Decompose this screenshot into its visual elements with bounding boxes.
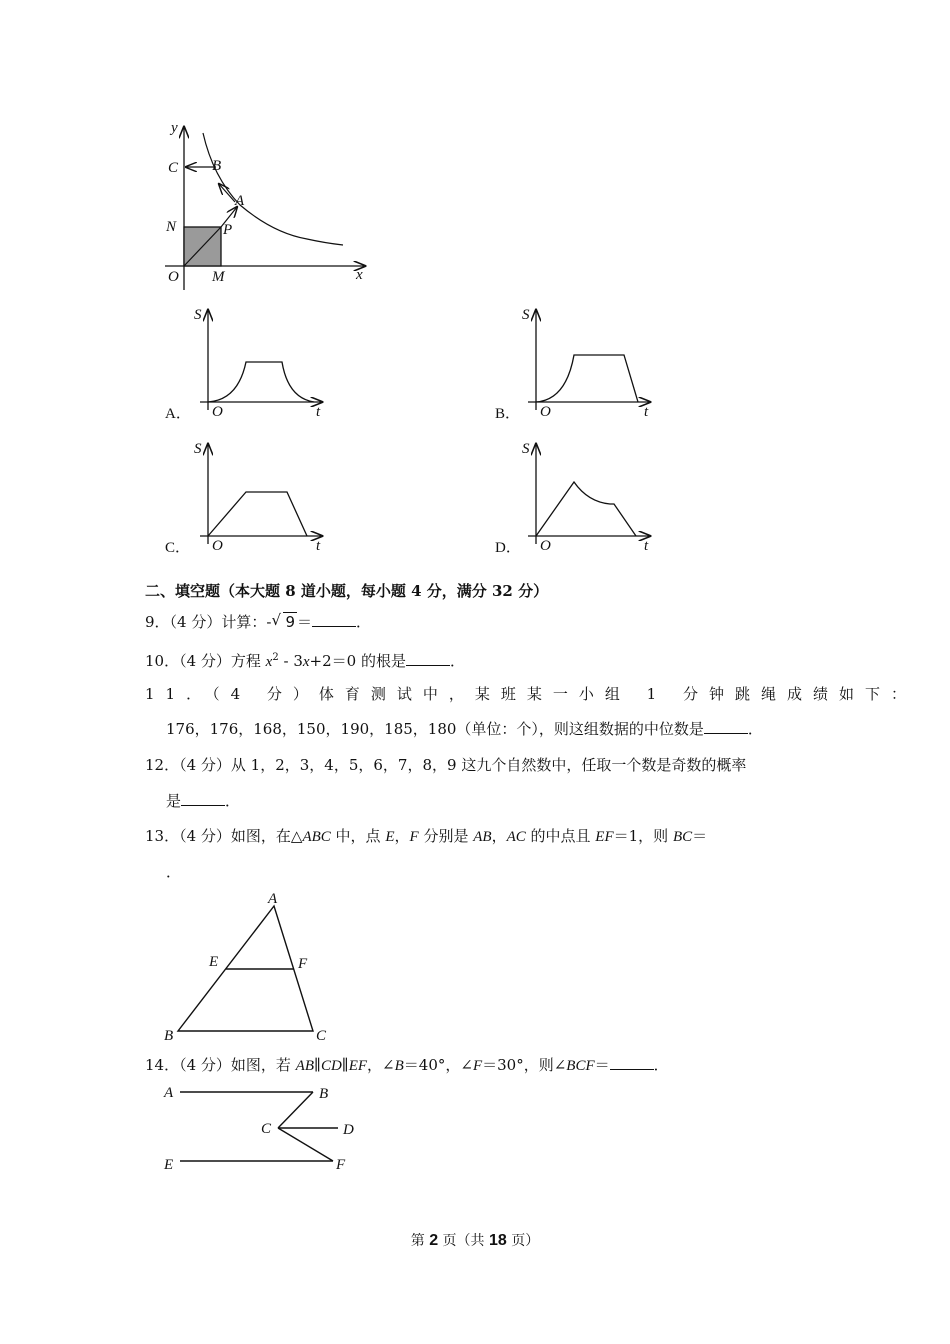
s-curve <box>536 355 638 402</box>
q14-text-4: ，∠ <box>367 1056 395 1074</box>
s-curve <box>208 492 307 536</box>
option-d-graph <box>518 434 658 559</box>
label-b: B <box>212 158 222 174</box>
q14-parallel-2: ∥ <box>341 1056 349 1074</box>
question-14 <box>145 1055 669 1076</box>
label-s: S <box>194 307 202 323</box>
total-page-count: 18 <box>489 1232 507 1249</box>
label-b: B <box>164 1028 174 1044</box>
q14-parallel-figure <box>158 1078 368 1178</box>
question-10 <box>145 648 465 672</box>
option-d-label: D． <box>495 540 521 556</box>
q13-triangle-name: ABC <box>302 829 331 845</box>
q14-end: ． <box>653 1056 669 1074</box>
q11-line2-text: 176，176，168，150，190，185，180（单位：个），则这组数据的中位数是 <box>166 720 704 738</box>
label-t: t <box>644 404 649 420</box>
q13-segment-ab: AB <box>473 829 492 845</box>
q14-line-ab: AB <box>295 1058 314 1074</box>
q14-parallel-1: ∥ <box>314 1056 321 1074</box>
q13-text-5: ， <box>491 827 507 845</box>
q12-end: ． <box>225 792 241 810</box>
answer-blank[interactable] <box>181 791 225 806</box>
option-a-label: A． <box>165 406 191 422</box>
s-curve <box>208 362 314 402</box>
label-o: O <box>540 538 551 554</box>
q13-point-e: E <box>385 829 395 845</box>
q13-text-7: ＝1，则 <box>613 827 673 845</box>
q14-angle-bcf: BCF <box>566 1058 595 1074</box>
sqrt-sign-icon: √ <box>271 611 281 629</box>
q13-segment-bc: BC <box>672 829 693 845</box>
q13-point-f: F <box>409 829 419 845</box>
q9-equals: ＝ <box>296 613 312 631</box>
q8-coordinate-figure <box>155 115 380 290</box>
answer-blank[interactable] <box>610 1055 654 1070</box>
label-s: S <box>194 441 202 457</box>
q12-line2-text: 是 <box>166 792 182 810</box>
q10-end: ． <box>449 652 465 670</box>
label-b: B <box>319 1086 329 1102</box>
q14-angle-b: B <box>394 1058 404 1074</box>
s-curve <box>536 482 636 536</box>
label-x: x <box>356 267 363 283</box>
label-o: O <box>540 404 551 420</box>
q14-line-cd: CD <box>320 1058 342 1074</box>
q14-text-6: ＝30°，则∠ <box>482 1056 567 1074</box>
label-y: y <box>171 120 178 136</box>
sqrt-expression <box>271 612 297 632</box>
option-b-label: B． <box>495 406 521 422</box>
q13-segment-ac: AC <box>506 829 526 845</box>
label-a: A <box>268 891 278 907</box>
q13-triangle-figure <box>158 888 338 1046</box>
label-t: t <box>316 404 321 420</box>
q10-var-x: x <box>265 654 273 670</box>
option-c-graph <box>190 434 330 559</box>
answer-blank[interactable] <box>406 651 450 666</box>
segment-bc <box>278 1092 313 1128</box>
question-12-line-2 <box>166 791 240 811</box>
question-13-line-2: ． <box>166 863 182 881</box>
label-c: C <box>316 1028 327 1044</box>
label-t: t <box>644 538 649 554</box>
q9-end: ． <box>356 613 372 631</box>
question-11-line-2 <box>166 719 763 739</box>
q9-radicand: 9 <box>285 613 295 631</box>
label-o: O <box>212 404 223 420</box>
option-c-label: C． <box>165 540 191 556</box>
q13-text-8: ＝ <box>692 827 708 845</box>
question-9 <box>145 612 371 632</box>
q13-text-2: 中，点 <box>330 827 386 845</box>
q14-text-7: ＝ <box>594 1056 610 1074</box>
q13-text-6: 的中点且 <box>525 827 596 845</box>
question-12-line-1: 12．（4 分）从 1，2，3，4，5，6，7，8，9 这九个自然数中，任取一个数是奇数的概率 <box>145 756 747 774</box>
label-p: P <box>223 222 233 238</box>
question-13 <box>145 826 707 847</box>
q13-text-1: 13．（4 分）如图，在△ <box>145 827 303 845</box>
label-d: D <box>343 1122 354 1138</box>
label-a: A <box>235 193 245 209</box>
label-n: N <box>166 219 177 235</box>
label-a: A <box>164 1085 174 1101</box>
q10-mid1: - 3 <box>278 652 303 670</box>
answer-blank[interactable] <box>312 612 356 627</box>
arrow-ab <box>219 184 235 202</box>
label-o: O <box>212 538 223 554</box>
answer-blank[interactable] <box>704 719 748 734</box>
q10-prefix: 10．（4 分）方程 <box>145 652 266 670</box>
option-b-graph <box>518 300 658 425</box>
segment-cf <box>278 1128 333 1161</box>
q14-angle-f: F <box>472 1058 483 1074</box>
q9-prefix: 9．（4 分）计算：- <box>145 613 272 631</box>
footer-post: 页） <box>506 1233 540 1249</box>
q13-text-4: 分别是 <box>418 827 474 845</box>
q11-end: ． <box>747 720 763 738</box>
q13-text-3: ， <box>394 827 410 845</box>
q10-var-x2: x <box>302 654 310 670</box>
label-f: F <box>298 956 308 972</box>
label-c: C <box>168 160 179 176</box>
section-2-title: 二、填空题（本大题 8 道小题，每小题 4 分，满分 32 分） <box>145 582 549 600</box>
option-a-graph <box>190 300 330 425</box>
q13-segment-ef: EF <box>595 829 614 845</box>
q14-text-5: ＝40°，∠ <box>403 1056 473 1074</box>
q10-exponent: 2 <box>272 652 279 663</box>
label-s: S <box>522 307 530 323</box>
footer-mid: 页（共 <box>438 1233 489 1249</box>
q14-text-1: 14．（4 分）如图，若 <box>145 1056 296 1074</box>
page-footer <box>0 1230 950 1250</box>
label-s: S <box>522 441 530 457</box>
label-m: M <box>212 269 225 285</box>
label-e: E <box>164 1157 174 1173</box>
label-o: O <box>168 269 179 285</box>
label-t: t <box>316 538 321 554</box>
current-page-number: 2 <box>429 1232 439 1249</box>
label-c: C <box>261 1121 272 1137</box>
q10-mid2: +2＝0 的根是 <box>309 652 406 670</box>
question-11-line-1: 11．（4 分）体育测试中，某班某一小组 1 分钟跳绳成绩如下： <box>145 685 917 703</box>
q14-line-ef: EF <box>348 1058 368 1074</box>
label-e: E <box>209 954 219 970</box>
footer-pre: 第 <box>410 1233 430 1249</box>
label-f: F <box>336 1157 346 1173</box>
